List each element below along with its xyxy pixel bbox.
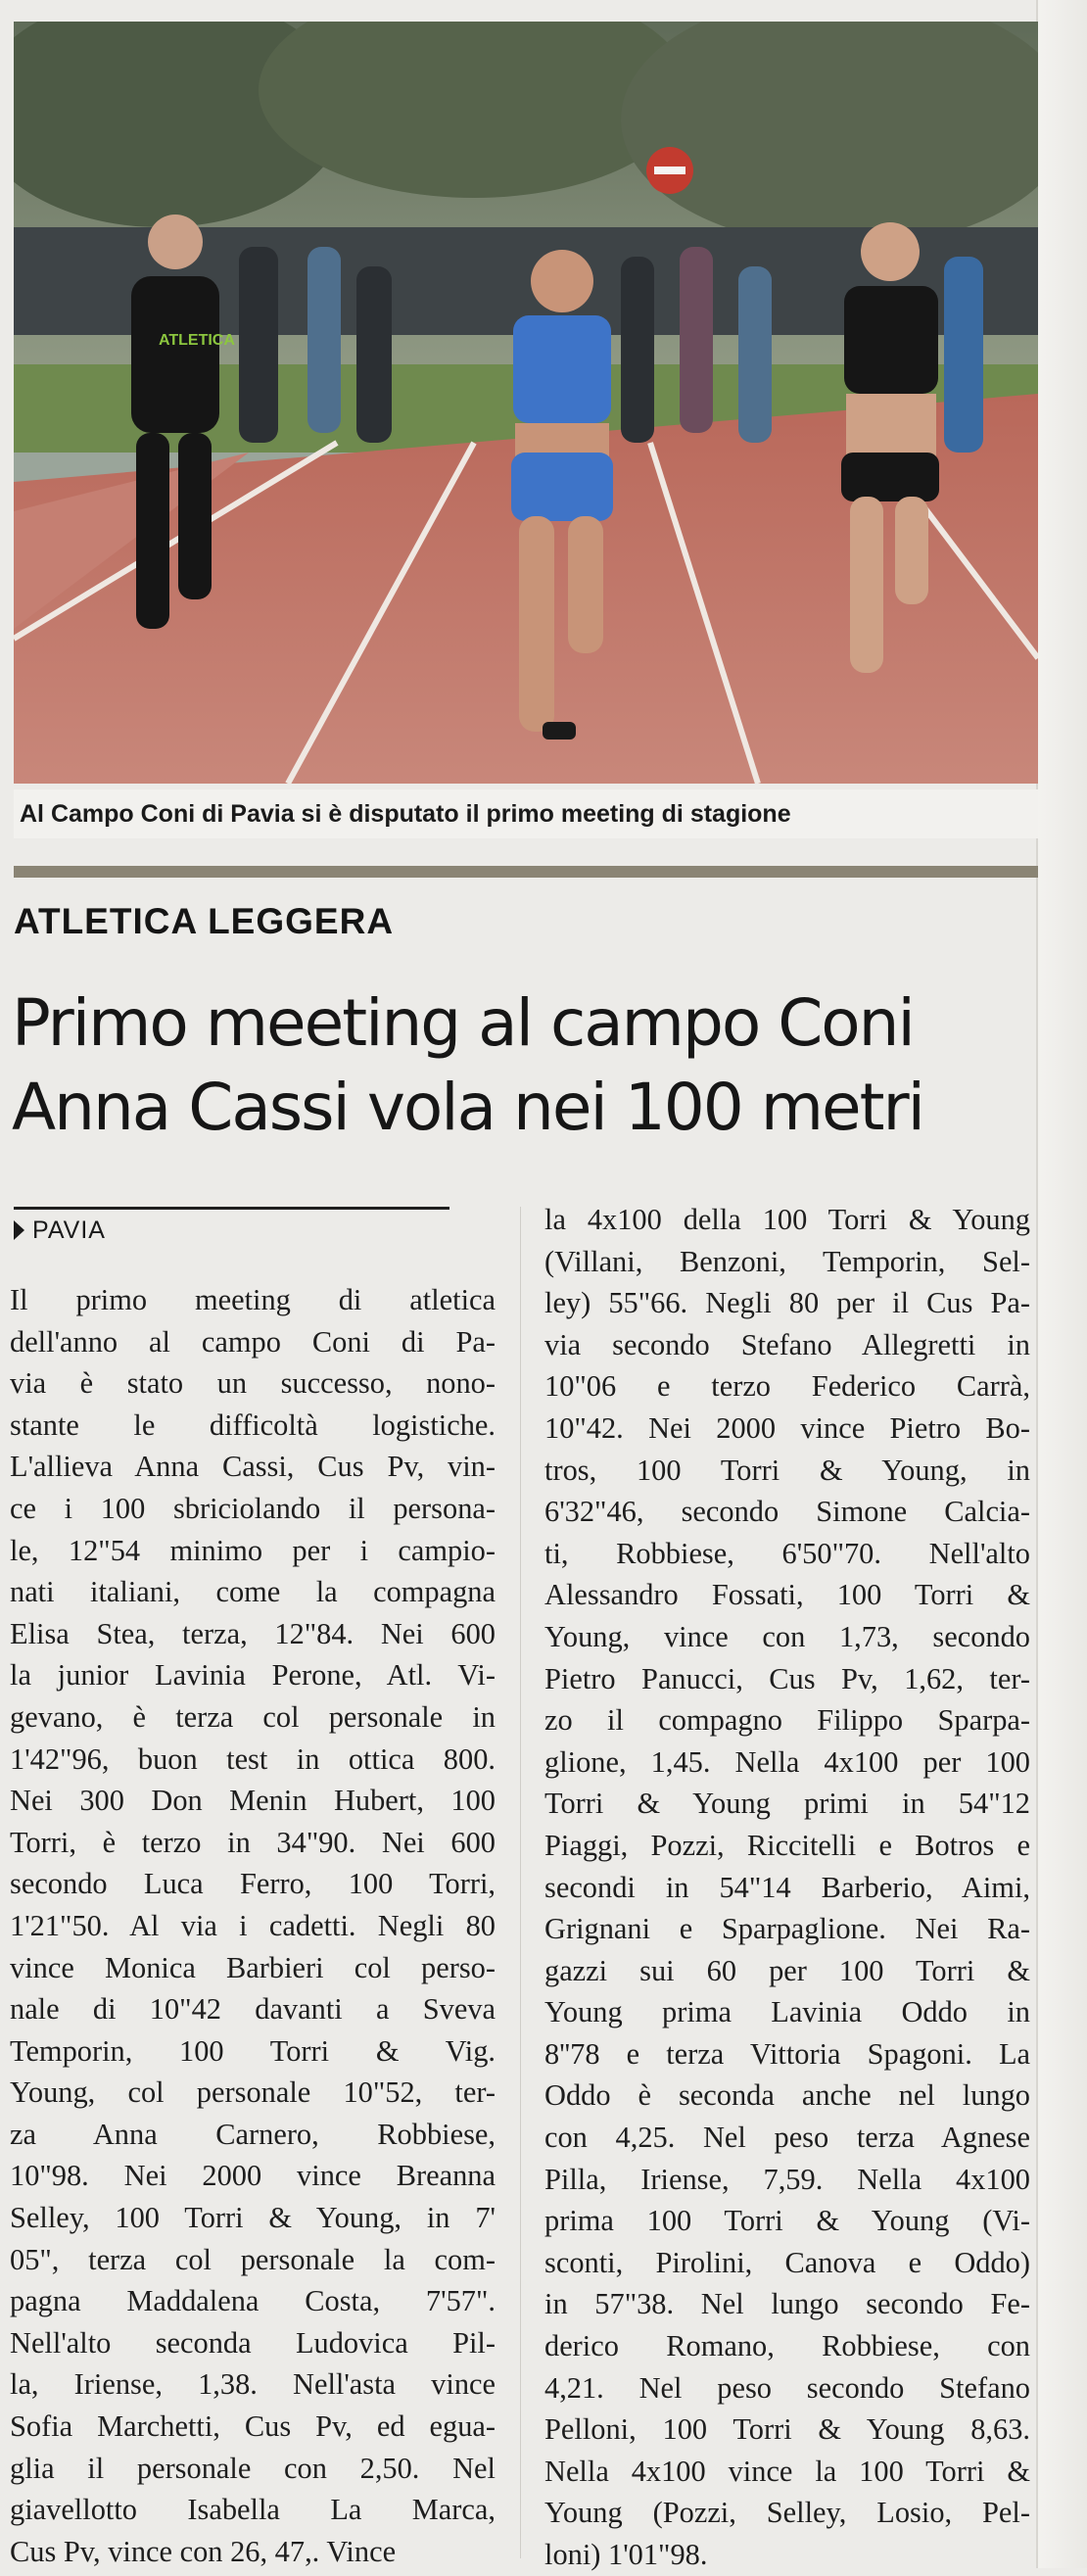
text-line: Il primo meeting di atletica (10, 1283, 496, 1316)
text-line: Torri, è terzo in 34"90. Nei 600 (10, 1825, 496, 1859)
text-line: glia il personale con 2,50. Nel (10, 2451, 496, 2485)
text-line: Selley, 100 Torri & Young, in 7' (10, 2201, 496, 2235)
text-line: Piaggi, Pozzi, Riccitelli e Botros e (544, 1828, 1030, 1862)
text-line: Young (Pozzi, Selley, Losio, Pel- (544, 2496, 1030, 2530)
text-line: nale di 10"42 davanti a Sveva (10, 1992, 496, 2027)
headline-line-1: Primo meeting al campo Coni (12, 985, 914, 1061)
text-line: Oddo è seconda anche nel lungo (544, 2078, 1030, 2113)
dateline (14, 1216, 106, 1245)
text-line: Nella 4x100 vince la 100 Torri & (544, 2454, 1030, 2488)
text-line: prima 100 Torri & Young (Vi- (544, 2204, 1030, 2238)
text-line: 05", terza col personale la com- (10, 2242, 496, 2276)
text-line: Elisa Stea, terza, 12"84. Nei 600 (10, 1616, 496, 1650)
text-line: tros, 100 Torri & Young, in (544, 1453, 1030, 1487)
text-line: (Villani, Benzoni, Temporin, Sel- (544, 1244, 1030, 1278)
dateline-marker-icon (14, 1220, 24, 1240)
text-line: 10"42. Nei 2000 vince Pietro Bo- (544, 1410, 1030, 1445)
text-line: gevano, è terza col personale in (10, 1699, 496, 1734)
section-rule (14, 866, 1038, 878)
text-line: le, 12"54 minimo per i campio- (10, 1533, 496, 1567)
article-column-1 (10, 1279, 496, 2572)
text-line: 10"98. Nei 2000 vince Breanna (10, 2159, 496, 2193)
text-line: 1'42"96, buon test in ottica 800. (10, 1741, 496, 1776)
text-line: 6'32"46, secondo Simone Calcia- (544, 1495, 1030, 1529)
text-line: loni) 1'01"98. (544, 2538, 708, 2571)
text-line: la, Iriense, 1,38. Nell'asta vince (10, 2367, 496, 2402)
text-line: in 57"38. Nel lungo secondo Fe- (544, 2287, 1030, 2321)
text-line: vince Monica Barbieri col perso- (10, 1950, 496, 1984)
text-line: derico Romano, Robbiese, con (544, 2329, 1030, 2363)
text-line: Young, vince con 1,73, secondo (544, 1619, 1030, 1653)
text-line: Sofia Marchetti, Cus Pv, ed egua- (10, 2409, 496, 2444)
race-photo (14, 22, 1038, 784)
shirt-text: ATLETICA (159, 332, 235, 349)
text-line: Pelloni, 100 Torri & Young 8,63. (544, 2412, 1030, 2447)
text-line: Nell'alto seconda Ludovica Pil- (10, 2325, 496, 2360)
text-line: 10"06 e terzo Federico Carrà, (544, 1369, 1030, 1404)
text-line: ley) 55"66. Negli 80 per il Cus Pa- (544, 1286, 1030, 1320)
text-line: secondo Luca Ferro, 100 Torri, (10, 1867, 496, 1901)
text-line: Cus Pv, vince con 26, 47,. Vince (10, 2534, 397, 2568)
text-line: 1'21"50. Al via i cadetti. Negli 80 (10, 1908, 496, 1942)
text-line: Temporin, 100 Torri & Vig. (10, 2033, 496, 2068)
text-line: Torri & Young primi in 54"12 (544, 1787, 1030, 1821)
text-line: la junior Lavinia Perone, Atl. Vi- (10, 1658, 496, 1693)
text-line: pagna Maddalena Costa, 7'57". (10, 2284, 496, 2318)
text-line: Nei 300 Don Menin Hubert, 100 (10, 1784, 496, 1818)
sprinters-image (14, 22, 1038, 784)
text-line: Pilla, Iriense, 7,59. Nella 4x100 (544, 2162, 1030, 2196)
text-line: L'allieva Anna Cassi, Cus Pv, vin- (10, 1450, 496, 1484)
text-line: via secondo Stefano Allegretti in (544, 1327, 1030, 1361)
text-line: Pietro Panucci, Cus Pv, 1,62, ter- (544, 1661, 1030, 1695)
text-line: con 4,25. Nel peso terza Agnese (544, 2121, 1030, 2155)
text-line: la 4x100 della 100 Torri & Young (544, 1203, 1030, 1236)
text-line: zo il compagno Filippo Sparpa- (544, 1703, 1030, 1738)
text-line: secondi in 54"14 Barberio, Aimi, (544, 1870, 1030, 1904)
headline (12, 981, 1036, 1150)
text-line: Alessandro Fossati, 100 Torri & (544, 1578, 1030, 1612)
text-line: nati italiani, come la compagna (10, 1575, 496, 1609)
dateline-rule (14, 1207, 449, 1210)
article-column-2 (544, 1199, 1030, 2576)
adjacent-page-edge (1036, 0, 1087, 2568)
text-line: 4,21. Nel peso secondo Stefano (544, 2370, 1030, 2405)
text-line: ti, Robbiese, 6'50"70. Nell'alto (544, 1536, 1030, 1570)
photo-caption: Al Campo Coni di Pavia si è disputato il primo meeting di stagione (14, 789, 1038, 838)
text-line: gazzi sui 60 per 100 Torri & (544, 1953, 1030, 1987)
text-line: glione, 1,45. Nella 4x100 per 100 (544, 1744, 1030, 1779)
text-line: ce i 100 sbriciolando il persona- (10, 1491, 496, 1525)
text-line: 8''78 e terza Vittoria Spagoni. La (544, 2036, 1030, 2071)
headline-line-2: Anna Cassi vola nei 100 metri (12, 1070, 924, 1145)
text-line: via è stato un successo, nono- (10, 1366, 496, 1401)
text-line: stante le difficoltà logistiche. (10, 1407, 496, 1442)
column-divider (520, 1207, 521, 2558)
text-line: dell'anno al campo Coni di Pa- (10, 1324, 496, 1359)
section-label: ATLETICA LEGGERA (14, 901, 395, 941)
text-line: Young, col personale 10"52, ter- (10, 2075, 496, 2110)
text-line: Young prima Lavinia Oddo in (544, 1995, 1030, 2029)
dateline-text: PAVIA (32, 1216, 106, 1244)
text-line: Grignani e Sparpaglione. Nei Ra- (544, 1912, 1030, 1946)
text-line: giavellotto Isabella La Marca, (10, 2493, 496, 2527)
text-line: sconti, Pirolini, Canova e Oddo) (544, 2245, 1030, 2279)
text-line: za Anna Carnero, Robbiese, (10, 2117, 496, 2151)
